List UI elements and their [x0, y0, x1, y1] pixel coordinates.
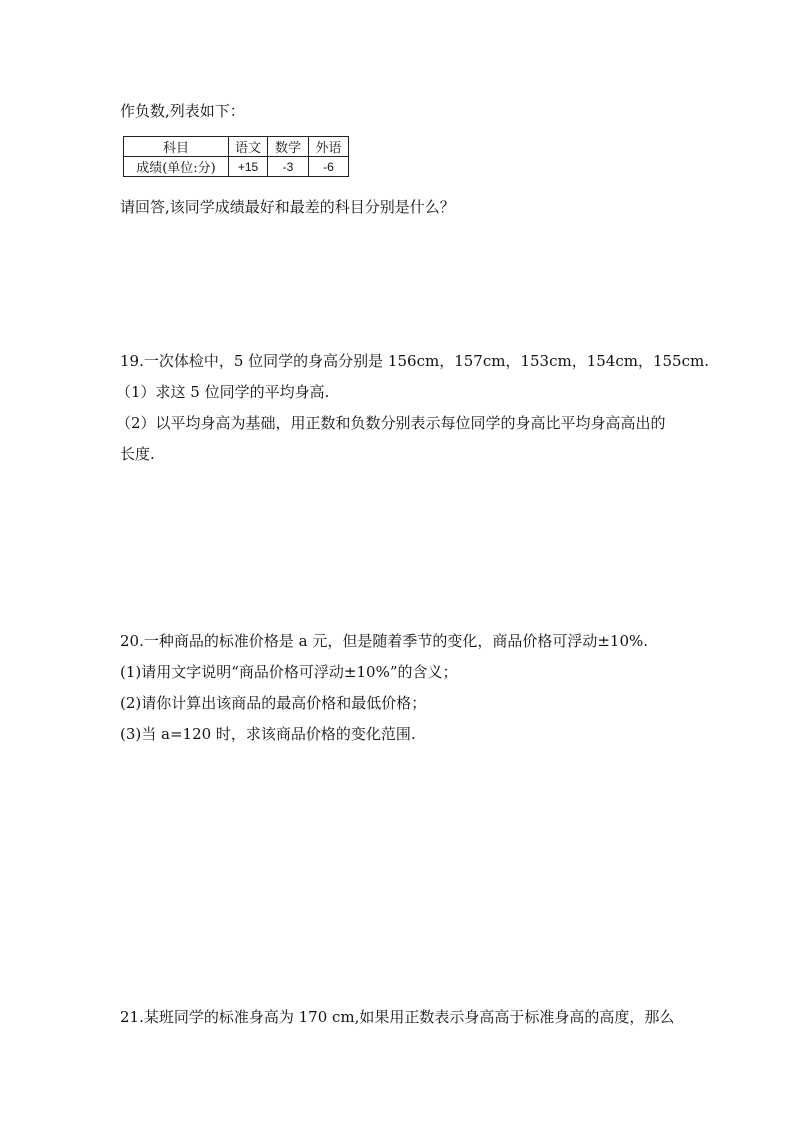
table-header-cell: 语文: [229, 137, 268, 157]
table-header-row: [124, 137, 349, 157]
table-cell: -3: [268, 157, 309, 177]
table-cell: +15: [229, 157, 268, 177]
q19-stem: 19.一次体检中，5 位同学的身高分别是 156cm，157cm，153cm，154cm，155cm.: [120, 352, 709, 370]
q19-part2-line2: 长度.: [120, 445, 155, 463]
q21-stem: 21.某班同学的标准身高为 170 cm,如果用正数表示身高高于标准身高的高度，那么: [120, 1008, 675, 1026]
intro-line: 作负数,列表如下：: [120, 102, 245, 120]
q20-stem: 20.一种商品的标准价格是 a 元，但是随着季节的变化，商品价格可浮动±10%.: [120, 632, 649, 650]
q19-part2-line1: （2）以平均身高为基础，用正数和负数分别表示每位同学的身高比平均身高高出的: [116, 414, 666, 432]
table-header-cell: 科目: [124, 137, 229, 157]
q20-part2: (2)请你计算出该商品的最高价格和最低价格；: [120, 694, 427, 712]
table-row: [124, 157, 349, 177]
table-cell: -6: [309, 157, 349, 177]
q19-part1: （1）求这 5 位同学的平均身高.: [116, 383, 330, 401]
table-row-label: 成绩(单位:分): [124, 157, 229, 177]
q18-question: 请回答,该同学成绩最好和最差的科目分别是什么？: [120, 198, 455, 216]
table-header-cell: 数学: [268, 137, 309, 157]
q20-part1: (1)请用文字说明“商品价格可浮动±10%”的含义；: [120, 663, 458, 681]
table-header-cell: 外语: [309, 137, 349, 157]
q20-part3: (3)当 a=120 时，求该商品价格的变化范围.: [120, 725, 416, 743]
score-table: [123, 136, 349, 177]
